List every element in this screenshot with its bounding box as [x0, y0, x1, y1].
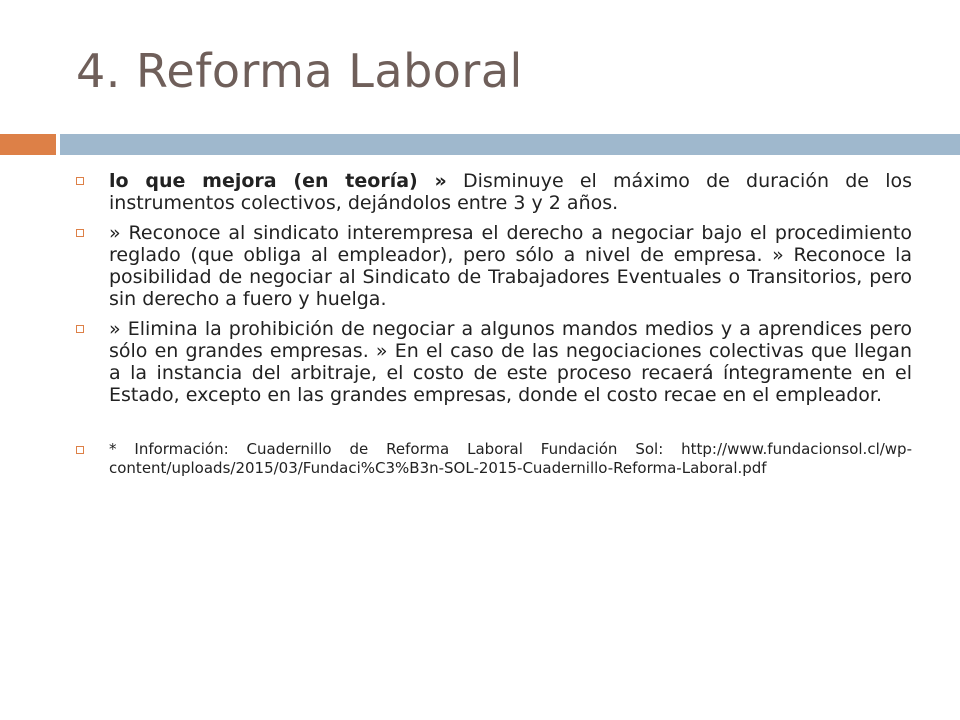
bullet-text: » Reconoce al sindicato interempresa el derecho a negociar bajo el procedimiento reglado (que obliga al empleador), pero sólo a nivel de empresa. » Reconoce la posibilidad de negociar al Sindicato de Trabajadores Eventuales o Transitorios, pero sin derecho a fuero y huelga.: [109, 222, 912, 310]
square-bullet-icon: [76, 446, 84, 454]
square-bullet-icon: [76, 177, 84, 185]
source-note: [76, 440, 912, 478]
bullet-lead: lo que mejora (en teoría) »: [109, 170, 447, 192]
bullet-item: [76, 170, 912, 214]
accent-bar-right: [60, 134, 960, 155]
bullet-list: [76, 170, 912, 486]
bullet-item: [76, 318, 912, 406]
square-bullet-icon: [76, 229, 84, 237]
square-bullet-icon: [76, 325, 84, 333]
bullet-text: » Elimina la prohibición de negociar a algunos mandos medios y a aprendices pero sólo en grandes empresas. » En el caso de las negociaciones colectivas que llegan a la instancia del arbitraje, el costo de este proceso recaerá íntegramente en el Estado, excepto en las grandes empresas, donde el costo recae en el empleador.: [109, 318, 912, 406]
bullet-text: Disminuye el máximo de duración de los instrumentos colectivos, dejándolos entre 3 y 2 años.: [109, 170, 912, 214]
source-note-text: * Información: Cuadernillo de Reforma Laboral Fundación Sol: http://www.fundacionsol.cl/wp-content/uploads/2015/03/Fundaci%C3%B3n-SOL-2015-Cuadernillo-Reforma-Laboral.pdf: [109, 440, 912, 477]
accent-bar-left: [0, 134, 56, 155]
slide-title: 4. Reforma Laboral: [76, 44, 523, 98]
bullet-item: [76, 222, 912, 310]
